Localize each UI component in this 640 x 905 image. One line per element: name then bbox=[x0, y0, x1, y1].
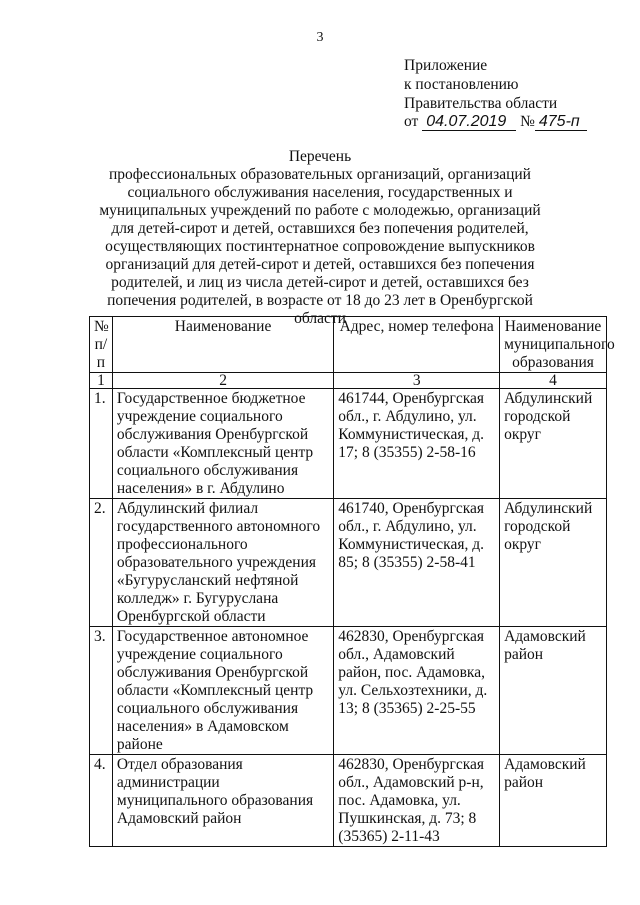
header-municipality: Наименование муниципального образования bbox=[500, 317, 607, 373]
list-title: Перечень bbox=[288, 148, 352, 165]
row-municipality: Абдулинский городской округ bbox=[500, 499, 607, 627]
appendix-title: Приложение bbox=[404, 57, 488, 74]
table-row bbox=[90, 627, 607, 755]
row-address: 461744, Оренбургская обл., г. Абдулино, ул. Коммунистическая, д. 17; 8 (35355) 2-58-16 bbox=[334, 389, 500, 499]
header-number: № п/п bbox=[90, 317, 113, 373]
appendix-line-date-number bbox=[404, 112, 587, 131]
index-cell: 4 bbox=[500, 373, 607, 389]
row-number: 2. bbox=[90, 499, 113, 627]
list-subtitle: профессиональных образовательных организаций, организаций социального обслуживания населения, государственных и муниципальных учреждений по работе с молодежью, организаций для детей-сирот и детей, оставшихся без попечения родителей, осуществляющих постинтернатное сопровождение выпускников организаций для детей-сирот и детей, оставшихся без попечения родителей, и лиц из числа детей-сирот и детей, оставшихся без попечения родителей, в возрасте от 18 до 23 лет в Оренбургской области bbox=[99, 166, 541, 327]
row-name: Абдулинский филиал государственного автономного профессионального образовательного учреждения «Бугурусланский нефтяной колледж» г. Бугуруслана Оренбургской области bbox=[112, 499, 333, 627]
row-number: 1. bbox=[90, 389, 113, 499]
row-municipality: Абдулинский городской округ bbox=[500, 389, 607, 499]
row-number: 3. bbox=[90, 627, 113, 755]
row-address: 462830, Оренбургская обл., Адамовский р-н, пос. Адамовка, ул. Пушкинская, д. 73; 8 (35365) 2-11-43 bbox=[334, 755, 500, 847]
index-cell: 3 bbox=[334, 373, 500, 389]
index-cell: 2 bbox=[112, 373, 333, 389]
row-address: 462830, Оренбургская обл., Адамовский район, пос. Адамовка, ул. Сельхозтехники, д. 13; 8 (35365) 2-25-55 bbox=[334, 627, 500, 755]
table-row bbox=[90, 755, 607, 847]
table-header-row bbox=[90, 317, 607, 373]
row-municipality: Адамовский район bbox=[500, 627, 607, 755]
page-number: 3 bbox=[316, 30, 324, 45]
header-address: Адрес, номер телефона bbox=[334, 317, 500, 373]
appendix-line-government: Правительства области bbox=[404, 95, 558, 112]
row-name: Государственное автономное учреждение социального обслуживания Оренбургской области «Комплексный центр социального обслуживания населения» в Адамовском районе bbox=[112, 627, 333, 755]
table-row bbox=[90, 389, 607, 499]
row-address: 461740, Оренбургская обл., г. Абдулино, ул. Коммунистическая, д. 85; 8 (35355) 2-58-41 bbox=[334, 499, 500, 627]
number-label: № bbox=[520, 113, 535, 130]
appendix-line-decree: к постановлению bbox=[404, 76, 519, 93]
row-name: Отдел образования администрации муниципального образования Адамовский район bbox=[112, 755, 333, 847]
header-name: Наименование bbox=[112, 317, 333, 373]
decree-date: 04.07.2019 bbox=[422, 114, 516, 131]
from-label: от bbox=[404, 113, 419, 130]
row-name: Государственное бюджетное учреждение социального обслуживания Оренбургской области «Комплексный центр социального обслуживания населения» в г. Абдулино bbox=[112, 389, 333, 499]
index-cell: 1 bbox=[90, 373, 113, 389]
row-municipality: Адамовский район bbox=[500, 755, 607, 847]
table-index-row bbox=[90, 373, 607, 389]
organizations-table bbox=[89, 316, 615, 847]
decree-number: 475-п bbox=[535, 114, 587, 131]
row-number: 4. bbox=[90, 755, 113, 847]
table-row bbox=[90, 499, 607, 627]
